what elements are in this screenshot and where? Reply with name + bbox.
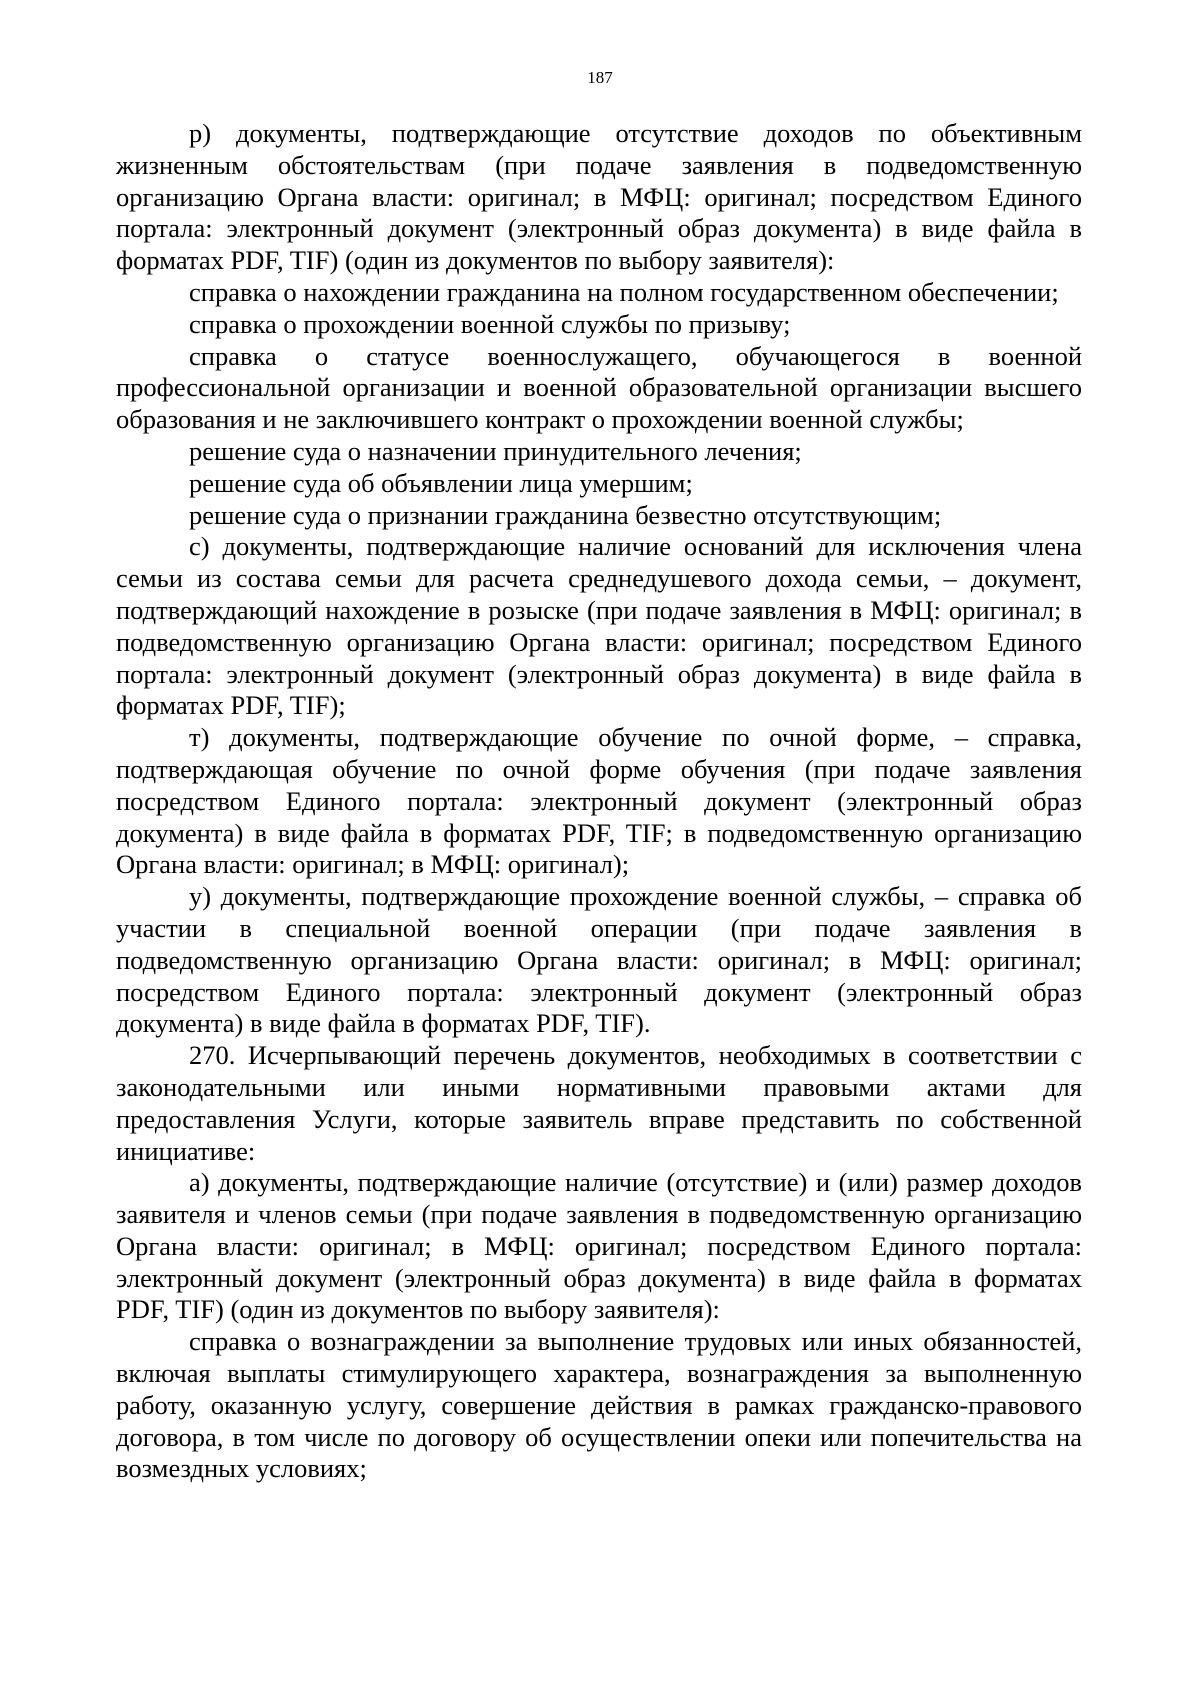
list-item-state-support-certificate: справка о нахождении гражданина на полном государственном обеспечении; [189,276,1059,307]
list-item-declared-dead-ruling: решение суда об объявлении лица умершим; [189,467,693,498]
paragraph-r-income-absence: р) документы, подтверждающие отсутствие доходов по объективным жизненным обстоятельствам (при подаче заявления в подведомственную организацию Органа власти: оригинал; в МФЦ: оригинал; посредством Единого портала: электронный документ (электронный образ документа) в виде файла в форматах PDF, TIF) (один из документов по выбору заявителя): [116,118,1082,276]
paragraph-t-full-time-study: т) документы, подтверждающие обучение по очной форме, – справка, подтверждающая обучение по очной форме обучения (при подаче заявления посредством Единого портала: электронный документ (электронный образ документа) в виде файла в форматах PDF, TIF; в подведомственную организацию Органа власти: оригинал; в МФЦ: оригинал); [116,722,1082,880]
list-item-serviceman-status-certificate: справка о статусе военнослужащего, обучающегося в военной профессиональной организации и военной образовательной организации высшего образования и не заключившего контракт о прохождении военной службы; [116,340,1082,435]
list-item-missing-person-ruling: решение суда о признании гражданина безвестно отсутствующим; [189,499,942,530]
document-body [116,118,1082,1485]
paragraph-a-income-documents: а) документы, подтверждающие наличие (отсутствие) и (или) размер доходов заявителя и членов семьи (при подаче заявления в подведомственную организацию Органа власти: оригинал; в МФЦ: оригинал; посредством Единого портала: электронный документ (электронный образ документа) в виде файла в форматах PDF, TIF) (один из документов по выбору заявителя): [116,1167,1082,1325]
list-item-compulsory-treatment-ruling: решение суда о назначении принудительного лечения; [189,435,802,466]
paragraph-270-optional-documents: 270. Исчерпывающий перечень документов, необходимых в соответствии с законодательными или иными нормативными правовыми актами для предоставления Услуги, которые заявитель вправе представить по собственной инициативе: [116,1040,1082,1166]
list-item-military-service-certificate: справка о прохождении военной службы по призыву; [189,308,791,339]
paragraph-u-military-service: у) документы, подтверждающие прохождение военной службы, – справка об участии в специальной военной операции (при подаче заявления в подведомственную организацию Органа власти: оригинал; в МФЦ: оригинал; посредством Единого портала: электронный документ (электронный образ документа) в виде файла в форматах PDF, TIF). [116,881,1082,1039]
list-item-remuneration-certificate: справка о вознаграждении за выполнение трудовых или иных обязанностей, включая выплаты стимулирующего характера, вознаграждения за выполненную работу, оказанную услугу, совершение действия в рамках гражданско-правового договора, в том числе по договору об осуществлении опеки или попечительства на возмездных условиях; [116,1326,1082,1484]
page-number: 187 [587,68,613,87]
paragraph-s-family-member-exclusion: с) документы, подтверждающие наличие оснований для исключения члена семьи из состава семьи для расчета среднедушевого дохода семьи, – документ, подтверждающий нахождение в розыске (при подаче заявления в МФЦ: оригинал; в подведомственную организацию Органа власти: оригинал; посредством Единого портала: электронный документ (электронный образ документа) в виде файла в форматах PDF, TIF); [116,531,1082,721]
